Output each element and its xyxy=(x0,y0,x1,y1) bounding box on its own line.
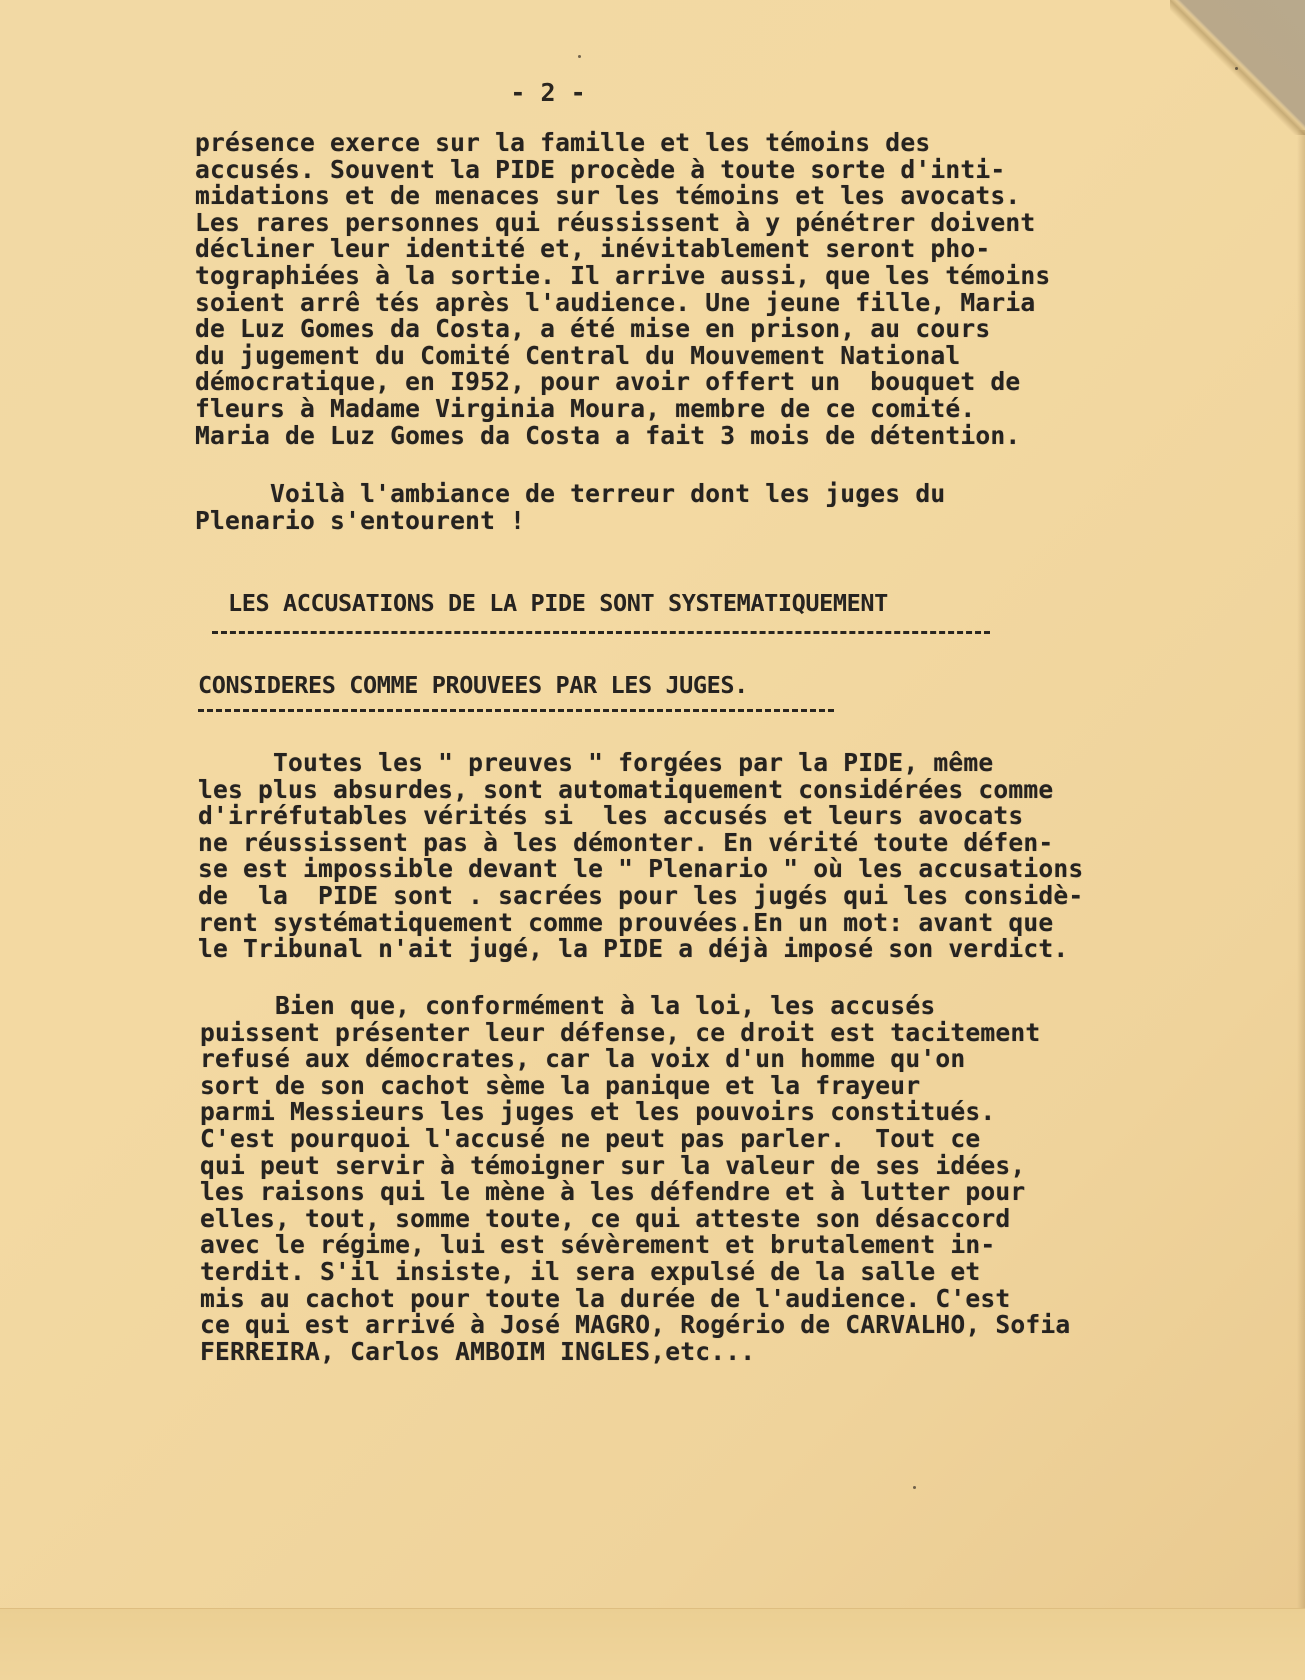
ink-speck xyxy=(578,55,581,58)
section-heading-line-2: CONSIDERES COMME PROUVEES PAR LES JUGES. xyxy=(198,671,748,699)
ink-speck xyxy=(913,1486,916,1489)
ink-speck xyxy=(1235,67,1238,70)
page-number: - 2 - xyxy=(510,78,586,107)
paragraph-preuves: Toutes les " preuves " forgées par la PIDE, même les plus absurdes, sont automatiquement considérées comme d'irréfutables vérités si les accusés et leurs avocats ne réussissent pas à les démonter. En vérité toute défen- se est impossible devant le " Plenario " où les accusations de la PIDE sont . sacrées pour les jugés qui les considè- rent systématiquement comme prouvées.En un mot: avant que le Tribunal n'ait jugé, la PIDE a déjà imposé son verdict. xyxy=(198,748,1084,964)
folded-corner xyxy=(1175,0,1305,130)
paragraph-defense: Bien que, conformément à la loi, les accusés puissent présenter leur défense, ce droit est tacitement refusé aux démocrates, car la voix d'un homme qu'on sort de son cachot sème la panique et la frayeur parmi Messieurs les juges et les pouvoirs constitués. C'est pourquoi l'accusé ne peut pas parler. Tout ce qui peut servir à témoigner sur la valeur de ses idées, les raisons qui le mène à les défendre et à lutter pour elles, tout, somme toute, ce qui atteste son désaccord avec le régime, lui est sévèrement et brutalement in- terdit. S'il insiste, il sera expulsé de la salle et mis au cachot pour toute la durée de l'audience. C'est ce qui est arrivé à José MAGRO, Rogério de CARVALHO, Sofia FERREIRA, Carlos AMBOIM INGLES,etc... xyxy=(200,991,1071,1366)
page-edge-shadow xyxy=(1297,130,1305,1680)
heading-underline-2 xyxy=(198,709,834,712)
paragraph-ambiance: Voilà l'ambiance de terreur dont les juges du Plenario s'entourent ! xyxy=(195,479,946,535)
section-heading-line-1: LES ACCUSATIONS DE LA PIDE SONT SYSTEMATIQUEMENT xyxy=(228,589,888,617)
heading-underline-1 xyxy=(212,631,990,634)
paragraph-intimidation: présence exerce sur la famille et les témoins des accusés. Souvent la PIDE procède à toute sorte d'inti- midations et de menaces sur les témoins et les avocats. Les rares personnes qui réussissent à y pénétrer doivent décliner leur identité et, inévitablement seront pho- tographiées à la sortie. Il arrive aussi, que les témoins soient arrê tés après l'audience. Une jeune fille, Maria de Luz Gomes da Costa, a été mise en prison, au cours du jugement du Comité Central du Mouvement National démocratique, en I952, pour avoir offert un bouquet de fleurs à Madame Virginia Moura, membre de ce comité. Maria de Luz Gomes da Costa a fait 3 mois de détention. xyxy=(195,128,1051,450)
page-bottom-band xyxy=(0,1608,1305,1680)
